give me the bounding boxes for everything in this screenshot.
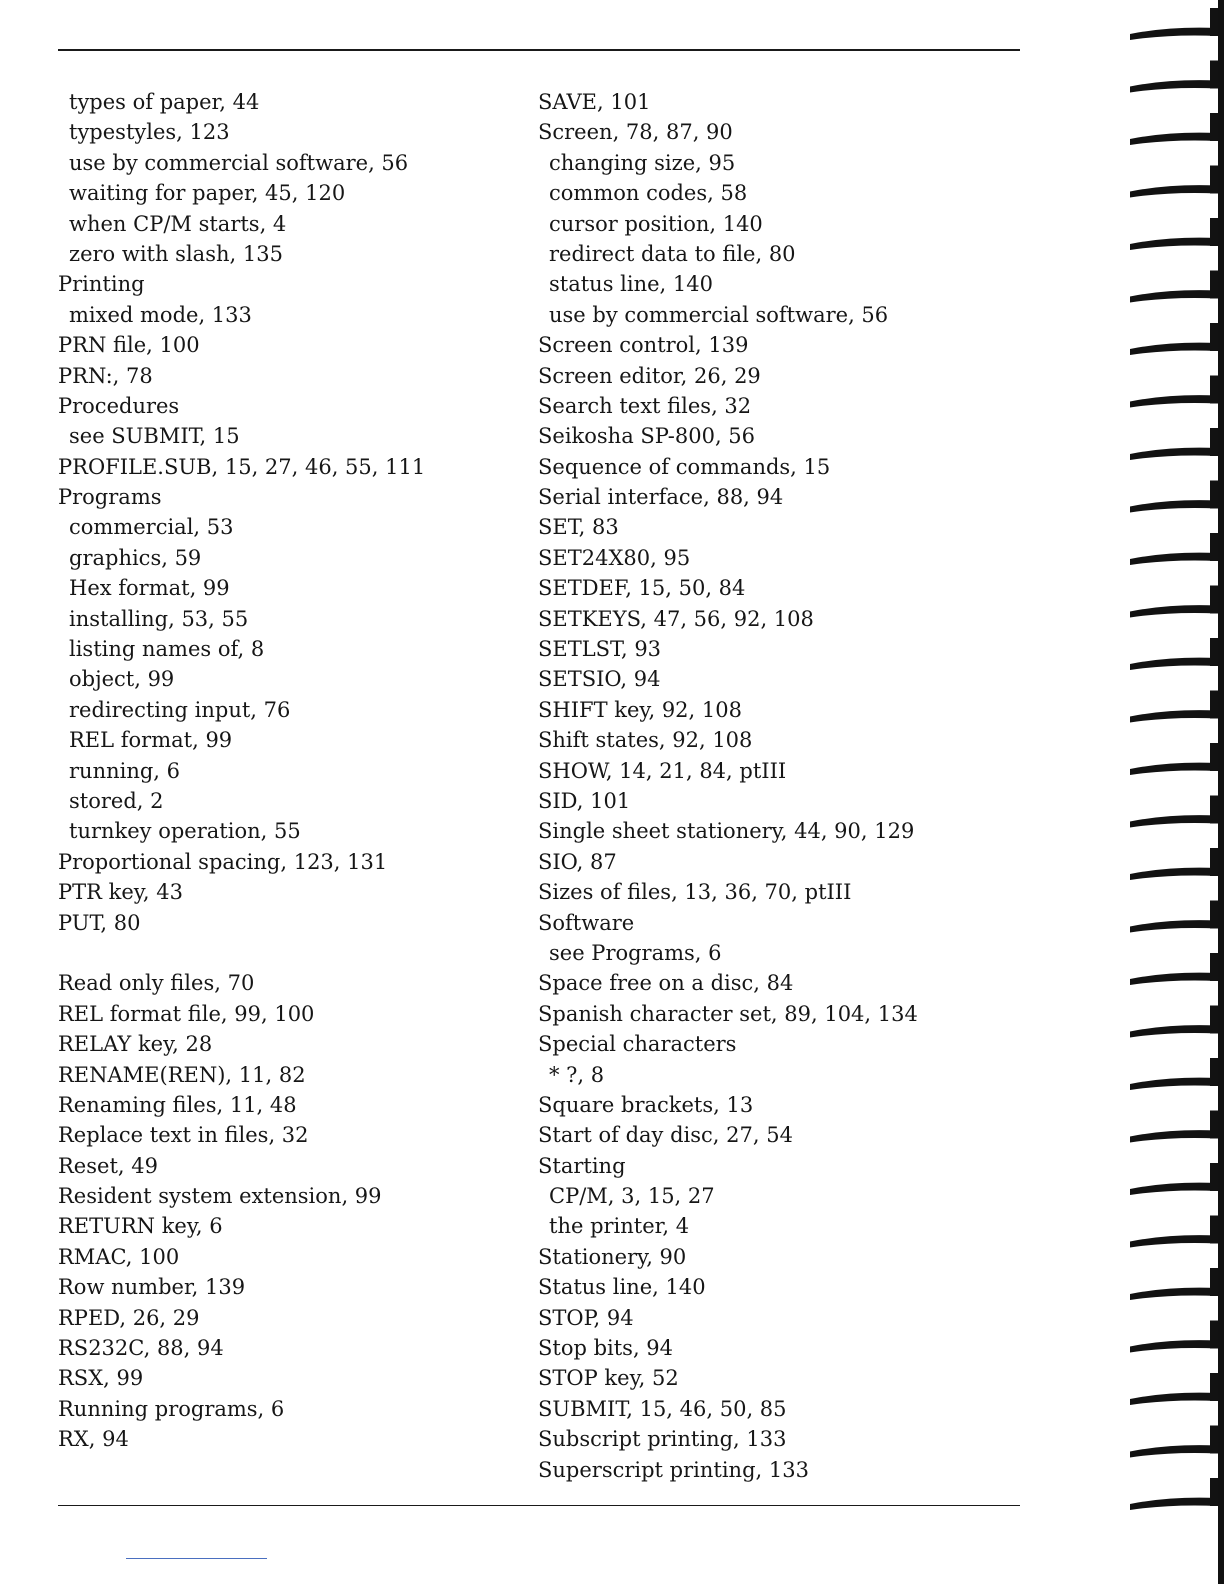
binding-hook (1210, 61, 1218, 89)
binding-ring (1130, 1498, 1218, 1510)
index-subentry: types of paper, 44 (69, 90, 260, 114)
index-entry: SET24X80, 95 (538, 545, 691, 570)
binding-hook (1210, 1478, 1218, 1506)
index-entry: PUT, 80 (58, 910, 141, 935)
binding-hook (1210, 1058, 1218, 1086)
index-subentry: installing, 53, 55 (69, 606, 249, 631)
index-subentry: redirecting input, 76 (69, 697, 291, 722)
binding-ring (1130, 1288, 1218, 1300)
binding-hook (1210, 848, 1218, 876)
binding-spine (1218, 0, 1224, 1584)
binding-ring (1130, 238, 1218, 250)
index-subentry: object, 99 (69, 667, 175, 692)
index-subentry: running, 6 (69, 758, 181, 783)
index-entry: Sizes of files, 13, 36, 70, ptIII (538, 880, 852, 905)
index-entry: Procedures (58, 393, 180, 418)
binding-hook (1210, 1006, 1218, 1034)
index-entry: RETURN key, 6 (58, 1214, 223, 1239)
index-entry: PRN file, 100 (58, 333, 200, 358)
binding-ring (1130, 343, 1218, 355)
binding-hook (1210, 8, 1218, 36)
index-entry: SID, 101 (538, 788, 631, 813)
binding-hook (1210, 166, 1218, 194)
binding-ring (1130, 500, 1218, 512)
index-entry: Serial interface, 88, 94 (538, 485, 784, 510)
binding-hook (1210, 901, 1218, 929)
binding-ring (1130, 1445, 1218, 1457)
binding-ring (1130, 605, 1218, 617)
index-entry: Square brackets, 13 (538, 1092, 754, 1117)
index-entry: SUBMIT, 15, 46, 50, 85 (538, 1396, 787, 1421)
binding-ring (1130, 553, 1218, 565)
index-subentry: redirect data to file, 80 (549, 241, 796, 266)
binding-hook (1210, 1321, 1218, 1349)
binding-ring (1130, 1025, 1218, 1037)
index-entry: Spanish character set, 89, 104, 134 (538, 1001, 918, 1026)
index-subentry: CP/M, 3, 15, 27 (549, 1184, 715, 1209)
binding-hook (1210, 481, 1218, 509)
index-subentry: zero with slash, 135 (69, 241, 283, 266)
binding-ring (1130, 133, 1218, 145)
index-subentry: listing names of, 8 (69, 637, 265, 662)
index-entry: RX, 94 (58, 1427, 129, 1452)
index-entry: Software (538, 910, 635, 935)
index-entry: Special characters (538, 1032, 737, 1057)
index-entry: Subscript printing, 133 (538, 1427, 787, 1452)
binding-ring (1130, 973, 1218, 985)
binding-ring (1130, 448, 1218, 460)
binding-ring (1130, 710, 1218, 722)
index-entry: Printing (58, 272, 145, 297)
binding-ring (1130, 395, 1218, 407)
index-entry: RENAME(REN), 11, 82 (58, 1062, 306, 1087)
index-entry: SETDEF, 15, 50, 84 (538, 576, 746, 601)
index-entry: Replace text in files, 32 (58, 1123, 309, 1148)
index-entry: Proportional spacing, 123, 131 (58, 849, 388, 874)
index-entry: Superscript printing, 133 (538, 1457, 809, 1482)
index-entry: Single sheet stationery, 44, 90, 129 (538, 819, 915, 844)
index-entry: Search text files, 32 (538, 393, 752, 418)
index-entry: Screen editor, 26, 29 (538, 363, 761, 388)
binding-hook (1210, 1373, 1218, 1401)
index-entry: RMAC, 100 (58, 1244, 180, 1269)
index-entry: Sequence of commands, 15 (538, 454, 831, 479)
index-subentry: REL format, 99 (69, 728, 233, 753)
index-entry: SETLST, 93 (538, 637, 662, 662)
binding-hook (1210, 1426, 1218, 1454)
binding-ring (1130, 763, 1218, 775)
binding-hook (1210, 1216, 1218, 1244)
index-entry: Running programs, 6 (58, 1396, 285, 1421)
index-entry: Stationery, 90 (538, 1244, 687, 1269)
index-subentry: * ?, 8 (549, 1062, 605, 1087)
footer-rule (126, 1558, 267, 1559)
index-entry: STOP, 94 (538, 1305, 634, 1330)
binding-hook (1210, 796, 1218, 824)
index-column-right (538, 87, 918, 1485)
index-entry: RPED, 26, 29 (58, 1305, 200, 1330)
index-entry: Status line, 140 (538, 1275, 706, 1300)
binding-hook (1210, 323, 1218, 351)
index-entry: Stop bits, 94 (538, 1336, 674, 1361)
binding-hook (1210, 953, 1218, 981)
index-entry: Row number, 139 (58, 1275, 246, 1300)
binding-ring (1130, 868, 1218, 880)
binding-ring (1130, 1130, 1218, 1142)
binding-hook (1210, 271, 1218, 299)
binding-ring (1130, 1183, 1218, 1195)
index-entry: Renaming files, 11, 48 (58, 1092, 297, 1117)
index-subentry: cursor position, 140 (549, 211, 763, 236)
binding-hook (1210, 691, 1218, 719)
index-entry: SAVE, 101 (538, 90, 651, 114)
binding-hook (1210, 113, 1218, 141)
index-entry: RSX, 99 (58, 1366, 144, 1391)
index-entry: Space free on a disc, 84 (538, 971, 794, 996)
index-entry: Screen control, 139 (538, 333, 749, 358)
index-entry: Resident system extension, 99 (58, 1184, 382, 1209)
index-subentry: stored, 2 (69, 788, 164, 813)
binding-ring (1130, 80, 1218, 92)
binding-ring (1130, 1340, 1218, 1352)
binding-ring (1130, 920, 1218, 932)
binding-ring (1130, 815, 1218, 827)
binding-hook (1210, 638, 1218, 666)
index-entry: Programs (58, 485, 162, 510)
index-entry: Seikosha SP-800, 56 (538, 424, 756, 449)
binding-hook (1210, 1268, 1218, 1296)
index-subentry: see Programs, 6 (549, 940, 722, 965)
index-entry: PRN:, 78 (58, 363, 153, 388)
index-subentry: the printer, 4 (549, 1214, 690, 1239)
index-entry: SET, 83 (538, 515, 619, 540)
index-column-left (58, 87, 425, 1455)
index-subentry: graphics, 59 (69, 545, 202, 570)
binding-hook (1210, 533, 1218, 561)
index-subentry: use by commercial software, 56 (69, 150, 409, 175)
bottom-rule (58, 1505, 1020, 1506)
binding-ring (1130, 658, 1218, 670)
index-entry: Screen, 78, 87, 90 (538, 120, 733, 145)
index-section-gap (58, 938, 425, 968)
index-subentry: turnkey operation, 55 (69, 819, 301, 844)
index-entry: SETKEYS, 47, 56, 92, 108 (538, 606, 814, 631)
index-entry: RELAY key, 28 (58, 1032, 213, 1057)
index-entry: Reset, 49 (58, 1153, 158, 1178)
index-entry: PROFILE.SUB, 15, 27, 46, 55, 111 (58, 454, 426, 479)
index-subentry: commercial, 53 (69, 515, 234, 540)
binding-hook (1210, 218, 1218, 246)
index-entry: STOP key, 52 (538, 1366, 679, 1391)
binding-comb (1110, 0, 1224, 1584)
index-entry: Starting (538, 1153, 626, 1178)
index-subentry: waiting for paper, 45, 120 (69, 181, 346, 206)
index-subentry: typestyles, 123 (69, 120, 230, 145)
binding-ring (1130, 1235, 1218, 1247)
binding-hook (1210, 1111, 1218, 1139)
index-entry: SETSIO, 94 (538, 667, 661, 692)
binding-hook (1210, 743, 1218, 771)
top-rule (58, 49, 1020, 51)
binding-ring (1130, 290, 1218, 302)
index-entry: Shift states, 92, 108 (538, 728, 753, 753)
index-subentry: mixed mode, 133 (69, 302, 252, 327)
index-entry: SHOW, 14, 21, 84, ptIII (538, 758, 787, 783)
index-entry: SHIFT key, 92, 108 (538, 697, 742, 722)
binding-ring (1130, 1393, 1218, 1405)
index-subentry: changing size, 95 (549, 150, 736, 175)
index-entry: Start of day disc, 27, 54 (538, 1123, 793, 1148)
index-entry: SIO, 87 (538, 849, 617, 874)
index-entry: REL format file, 99, 100 (58, 1001, 315, 1026)
binding-ring (1130, 1078, 1218, 1090)
binding-hook (1210, 586, 1218, 614)
index-subentry: Hex format, 99 (69, 576, 230, 601)
index-subentry: status line, 140 (549, 272, 713, 297)
index-entry: PTR key, 43 (58, 880, 183, 905)
index-entry: RS232C, 88, 94 (58, 1336, 224, 1361)
binding-hook (1210, 376, 1218, 404)
index-entry: Read only files, 70 (58, 971, 255, 996)
binding-ring (1130, 185, 1218, 197)
binding-ring (1130, 28, 1218, 40)
binding-hook (1210, 1163, 1218, 1191)
binding-hook (1210, 428, 1218, 456)
index-subentry: see SUBMIT, 15 (69, 424, 240, 449)
index-subentry: use by commercial software, 56 (549, 302, 889, 327)
index-subentry: common codes, 58 (549, 181, 748, 206)
index-subentry: when CP/M starts, 4 (69, 211, 287, 236)
